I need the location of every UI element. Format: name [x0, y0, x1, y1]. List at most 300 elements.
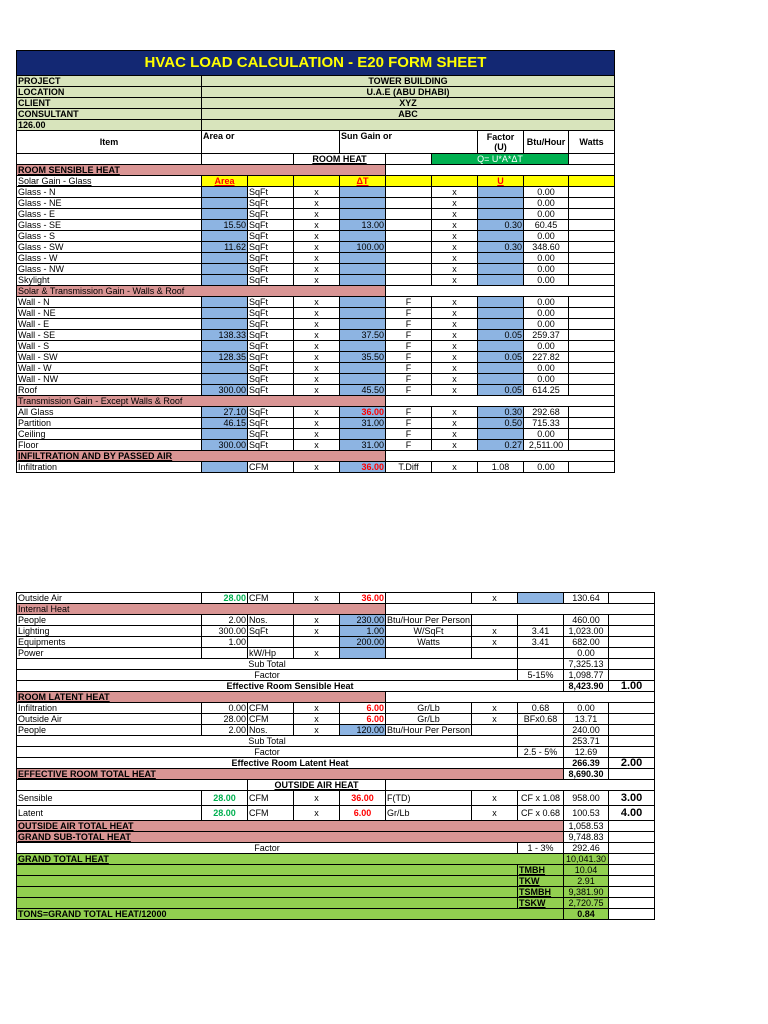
area-value: 28.00	[202, 791, 248, 806]
area-value	[202, 297, 248, 308]
times-sign: x	[294, 187, 340, 198]
times-sign: x	[432, 220, 478, 231]
load-row	[17, 462, 615, 473]
u-value	[478, 187, 524, 198]
load-row	[17, 220, 615, 231]
btu-value: 0.00	[564, 703, 609, 714]
u-value: 0.30	[478, 242, 524, 253]
cell	[17, 780, 248, 791]
delta-t-value	[340, 275, 386, 286]
u-value	[478, 308, 524, 319]
u-value	[518, 725, 564, 736]
watts-value	[569, 407, 615, 418]
btu-value: 8,690.30	[564, 769, 609, 780]
col-item: Item	[17, 131, 202, 154]
btu-value: 266.39	[564, 758, 609, 769]
oa-row	[17, 806, 655, 821]
area-value: 2.00	[202, 615, 248, 626]
load-row	[17, 615, 655, 626]
total-label: Factor	[17, 747, 518, 758]
times-sign: x	[472, 806, 518, 821]
watts-value	[569, 418, 615, 429]
cell	[609, 670, 655, 681]
delta-t-value	[340, 264, 386, 275]
btu-value: 240.00	[564, 725, 609, 736]
cell	[609, 659, 655, 670]
times-sign: x	[432, 462, 478, 473]
item-name: Glass - N	[17, 187, 202, 198]
delta-t-value	[340, 308, 386, 319]
area-value	[202, 264, 248, 275]
u-value	[518, 615, 564, 626]
summary-label: TMBH	[518, 865, 564, 876]
watts-value	[609, 615, 655, 626]
item-name: Skylight	[17, 275, 202, 286]
factor-label	[386, 648, 472, 659]
load-row	[17, 725, 655, 736]
item-name: Wall - W	[17, 363, 202, 374]
total-row	[17, 670, 655, 681]
item-name: Glass - E	[17, 209, 202, 220]
subsection-row	[17, 396, 615, 407]
area-value: 300.00	[202, 440, 248, 451]
cell	[569, 176, 615, 187]
factor-label	[386, 264, 432, 275]
total-row	[17, 736, 655, 747]
cell	[386, 692, 655, 703]
delta-t-value: 6.00	[340, 703, 386, 714]
total-label: Factor	[17, 670, 518, 681]
btu-value: 0.00	[524, 462, 569, 473]
factor-label	[386, 187, 432, 198]
cell	[248, 176, 294, 187]
u-value	[478, 275, 524, 286]
cell	[17, 898, 518, 909]
times-sign: x	[432, 319, 478, 330]
load-row	[17, 253, 615, 264]
load-row	[17, 648, 655, 659]
times-sign: x	[294, 593, 340, 604]
load-row	[17, 319, 615, 330]
times-sign	[294, 637, 340, 648]
btu-value: 0.00	[524, 264, 569, 275]
watts-value	[569, 275, 615, 286]
times-sign: x	[294, 363, 340, 374]
load-row	[17, 264, 615, 275]
section-row	[17, 604, 655, 615]
cell	[386, 286, 615, 297]
col-factor: Factor (U)	[478, 131, 524, 154]
btu-value: 0.00	[524, 231, 569, 242]
unit-label: SqFt	[248, 440, 294, 451]
watts-value	[569, 330, 615, 341]
item-name: Roof	[17, 385, 202, 396]
factor-label: Btu/Hour Per Person	[387, 725, 471, 735]
times-sign	[472, 648, 518, 659]
cell	[609, 909, 655, 920]
watts-value	[569, 429, 615, 440]
unit-label: SqFt	[248, 231, 294, 242]
item-name: Outside Air	[17, 714, 202, 725]
area-value	[202, 198, 248, 209]
delta-t-value: 31.00	[340, 418, 386, 429]
load-row	[17, 209, 615, 220]
btu-value: 130.64	[564, 593, 609, 604]
cell	[386, 396, 615, 407]
delta-t-value: 6.00	[340, 806, 386, 821]
cell	[609, 593, 655, 604]
btu-value: 682.00	[564, 637, 609, 648]
times-sign: x	[472, 703, 518, 714]
area-value: 27.10	[202, 407, 248, 418]
cell	[386, 176, 432, 187]
u-value: 0.05	[478, 385, 524, 396]
unit-label: SqFt	[248, 374, 294, 385]
factor-label: W/SqFt	[386, 626, 472, 637]
item-name: People	[17, 615, 202, 626]
watts-value	[569, 363, 615, 374]
times-sign: x	[294, 374, 340, 385]
area-value	[202, 341, 248, 352]
times-sign: x	[294, 220, 340, 231]
btu-value: 292.68	[524, 407, 569, 418]
delta-t-value	[340, 253, 386, 264]
area-value	[202, 253, 248, 264]
load-row	[17, 714, 655, 725]
cell	[17, 865, 518, 876]
load-row	[17, 231, 615, 242]
info-row	[17, 109, 615, 120]
btu-value: 0.00	[564, 648, 609, 659]
btu-value: 0.00	[524, 374, 569, 385]
info-label: CONSULTANT	[17, 109, 202, 120]
summary-label: TKW	[518, 876, 564, 887]
area-value	[202, 648, 248, 659]
range-label: 5-15%	[518, 670, 564, 681]
info-value: XYZ	[202, 98, 615, 109]
summary-label: TSMBH	[518, 887, 564, 898]
subsection-title: Solar Gain - Glass	[17, 176, 202, 187]
outside-air-row	[17, 593, 655, 604]
load-row	[17, 418, 615, 429]
col-btu: Btu/Hour	[524, 131, 569, 154]
cell	[17, 876, 518, 887]
cell	[386, 604, 655, 615]
item-name: Glass - SW	[17, 242, 202, 253]
load-row	[17, 703, 655, 714]
area-value: 300.00	[202, 385, 248, 396]
summary-label: TSKW	[518, 898, 564, 909]
section-title: OUTSIDE AIR HEAT	[248, 780, 386, 791]
u-value	[478, 363, 524, 374]
total-row	[17, 659, 655, 670]
times-sign: x	[472, 637, 518, 648]
u-value	[478, 374, 524, 385]
unit-label: SqFt	[248, 429, 294, 440]
u-value: 3.41	[518, 637, 564, 648]
area-value: 28.00	[202, 714, 248, 725]
factor-label: F	[386, 297, 432, 308]
load-row	[17, 363, 615, 374]
cell	[524, 176, 569, 187]
delta-t-value: 45.50	[340, 385, 386, 396]
unit-label: SqFt	[248, 626, 294, 637]
summary-value: 2,720.75	[564, 898, 609, 909]
delta-t-value	[340, 297, 386, 308]
times-sign: x	[294, 308, 340, 319]
area-value: 138.33	[202, 330, 248, 341]
factor-label: T.Diff	[386, 462, 432, 473]
factor-label: F	[386, 407, 432, 418]
item-name: Wall - NE	[17, 308, 202, 319]
formula-label: Q= U*A*ΔT	[432, 154, 569, 165]
times-sign: x	[432, 429, 478, 440]
u-value: CF x 0.68	[518, 806, 564, 821]
area-value	[202, 187, 248, 198]
cell	[609, 854, 655, 865]
factor-label	[386, 198, 432, 209]
times-sign: x	[432, 440, 478, 451]
times-sign: x	[432, 385, 478, 396]
u-value	[478, 319, 524, 330]
unit-label	[248, 637, 294, 648]
times-sign: x	[432, 187, 478, 198]
oa-title-row	[17, 780, 655, 791]
factor-label: F	[386, 429, 432, 440]
watts-value	[569, 308, 615, 319]
load-row	[17, 198, 615, 209]
item-name: Wall - E	[17, 319, 202, 330]
section-title: ROOM SENSIBLE HEAT	[17, 165, 386, 176]
cell	[609, 747, 655, 758]
factor-label: Watts	[386, 637, 472, 648]
area-value: 28.00	[202, 593, 248, 604]
factor-label: Gr/Lb	[386, 806, 472, 821]
btu-value: 227.82	[524, 352, 569, 363]
unit-label: SqFt	[248, 308, 294, 319]
btu-value: 12.69	[564, 747, 609, 758]
u-value	[478, 429, 524, 440]
times-sign: x	[294, 330, 340, 341]
subsection-row	[17, 286, 615, 297]
area-value: 28.00	[202, 806, 248, 821]
btu-value: 0.00	[524, 429, 569, 440]
summary-value: 9,381.90	[564, 887, 609, 898]
summary-row	[17, 876, 655, 887]
info-value: TOWER BUILDING	[202, 76, 615, 87]
times-sign	[472, 725, 518, 736]
cell	[386, 165, 615, 176]
cell	[294, 176, 340, 187]
factor-label: F	[386, 363, 432, 374]
delta-t-value	[340, 341, 386, 352]
watts-value	[609, 648, 655, 659]
u-value: 0.50	[478, 418, 524, 429]
times-sign: x	[432, 253, 478, 264]
u-value: BFx0.68	[518, 714, 564, 725]
factor-label: Btu/Hour Per Person	[387, 615, 471, 625]
load-row	[17, 275, 615, 286]
unit-label: Nos.	[248, 725, 294, 736]
unit-label: SqFt	[248, 385, 294, 396]
cell	[17, 887, 518, 898]
unit-label: SqFt	[248, 330, 294, 341]
summary-row	[17, 898, 655, 909]
info-row	[17, 98, 615, 109]
area-value	[202, 308, 248, 319]
unit-label: SqFt	[248, 275, 294, 286]
unit-label: SqFt	[248, 363, 294, 374]
u-value: 0.68	[518, 703, 564, 714]
tons-row	[17, 909, 655, 920]
u-value	[518, 648, 564, 659]
load-row	[17, 308, 615, 319]
area-value	[202, 209, 248, 220]
times-sign: x	[294, 703, 340, 714]
btu-value: 715.33	[524, 418, 569, 429]
watts-value	[569, 209, 615, 220]
watts-value	[569, 462, 615, 473]
total-row	[17, 747, 655, 758]
u-value: 0.05	[478, 330, 524, 341]
cell	[609, 821, 655, 832]
unit-label: SqFt	[248, 352, 294, 363]
unit-label: SqFt	[248, 319, 294, 330]
item-name: Glass - NE	[17, 198, 202, 209]
area-value: 128.35	[202, 352, 248, 363]
times-sign: x	[294, 275, 340, 286]
btu-value: 1,023.00	[564, 626, 609, 637]
watts-value	[609, 714, 655, 725]
times-sign: x	[294, 648, 340, 659]
factor-label: Gr/Lb	[386, 703, 472, 714]
u-value	[478, 231, 524, 242]
times-sign: x	[432, 374, 478, 385]
area-value	[202, 319, 248, 330]
item-name: Infiltration	[17, 462, 202, 473]
load-row	[17, 429, 615, 440]
btu-value: 1,098.77	[564, 670, 609, 681]
range-label: 1 - 3%	[518, 843, 564, 854]
item-name: Wall - SE	[17, 330, 202, 341]
delta-t-value: 36.00	[340, 462, 386, 473]
times-sign: x	[294, 714, 340, 725]
range-label	[518, 736, 564, 747]
times-sign: x	[294, 352, 340, 363]
item-name: Partition	[17, 418, 202, 429]
watts-value	[609, 626, 655, 637]
section-row	[17, 821, 655, 832]
item-name: Lighting	[17, 626, 202, 637]
btu-value: 292.46	[564, 843, 609, 854]
unit-label: SqFt	[248, 198, 294, 209]
area-value	[202, 429, 248, 440]
col-sun-gain-or: Sun Gain or	[340, 131, 478, 154]
cell	[609, 736, 655, 747]
area-value: 1.00	[202, 637, 248, 648]
unit-label: CFM	[248, 703, 294, 714]
times-sign: x	[432, 418, 478, 429]
times-sign: x	[472, 626, 518, 637]
load-row	[17, 374, 615, 385]
delta-t-value	[340, 374, 386, 385]
factor-label: F	[386, 341, 432, 352]
unit-label: SqFt	[248, 418, 294, 429]
btu-value: 958.00	[564, 791, 609, 806]
watts-value: 4.00	[609, 806, 655, 821]
watts-value	[569, 242, 615, 253]
delta-t-value: 36.00	[340, 407, 386, 418]
item-name: Wall - N	[17, 297, 202, 308]
bottom-sheet	[16, 592, 655, 920]
btu-value: 8,423.90	[564, 681, 609, 692]
times-sign: x	[294, 429, 340, 440]
unit-label: SqFt	[248, 264, 294, 275]
unit-label: SqFt	[248, 253, 294, 264]
unit-label: SqFt	[248, 242, 294, 253]
factor-label: F	[386, 440, 432, 451]
unit-label: SqFt	[248, 407, 294, 418]
btu-value: 2,511.00	[524, 440, 569, 451]
range-label: 2.5 - 5%	[518, 747, 564, 758]
times-sign: x	[472, 714, 518, 725]
section-row	[17, 692, 655, 703]
delta-t-header: ΔT	[340, 176, 386, 187]
watts-value	[569, 297, 615, 308]
area-value	[202, 462, 248, 473]
times-sign: x	[294, 231, 340, 242]
u-header: U	[478, 176, 524, 187]
item-name: All Glass	[17, 407, 202, 418]
times-sign: x	[432, 264, 478, 275]
summary-row	[17, 865, 655, 876]
delta-t-value	[340, 209, 386, 220]
u-value	[478, 297, 524, 308]
area-value	[202, 374, 248, 385]
unit-label: SqFt	[248, 341, 294, 352]
item-name: Wall - NW	[17, 374, 202, 385]
watts-value	[569, 385, 615, 396]
times-sign: x	[294, 615, 340, 626]
area-value: 0.00	[202, 703, 248, 714]
u-value: 0.30	[478, 407, 524, 418]
item-name: Equipments	[17, 637, 202, 648]
load-row	[17, 330, 615, 341]
load-row	[17, 626, 655, 637]
cell	[609, 865, 655, 876]
watts-value	[569, 440, 615, 451]
watts-value	[569, 253, 615, 264]
info-label: LOCATION	[17, 87, 202, 98]
btu-value: 253.71	[564, 736, 609, 747]
times-sign: x	[432, 352, 478, 363]
delta-t-value	[340, 319, 386, 330]
watts-value	[609, 703, 655, 714]
times-sign: x	[432, 275, 478, 286]
times-sign: x	[294, 341, 340, 352]
btu-value: 0.00	[524, 198, 569, 209]
section-row	[17, 832, 655, 843]
oa-row	[17, 791, 655, 806]
btu-value: 0.00	[524, 341, 569, 352]
btu-value: 7,325.13	[564, 659, 609, 670]
watts-value	[569, 220, 615, 231]
area-value	[202, 363, 248, 374]
u-value: 3.41	[518, 626, 564, 637]
btu-value: 0.00	[524, 319, 569, 330]
btu-value: 460.00	[564, 615, 609, 626]
times-sign: x	[294, 264, 340, 275]
